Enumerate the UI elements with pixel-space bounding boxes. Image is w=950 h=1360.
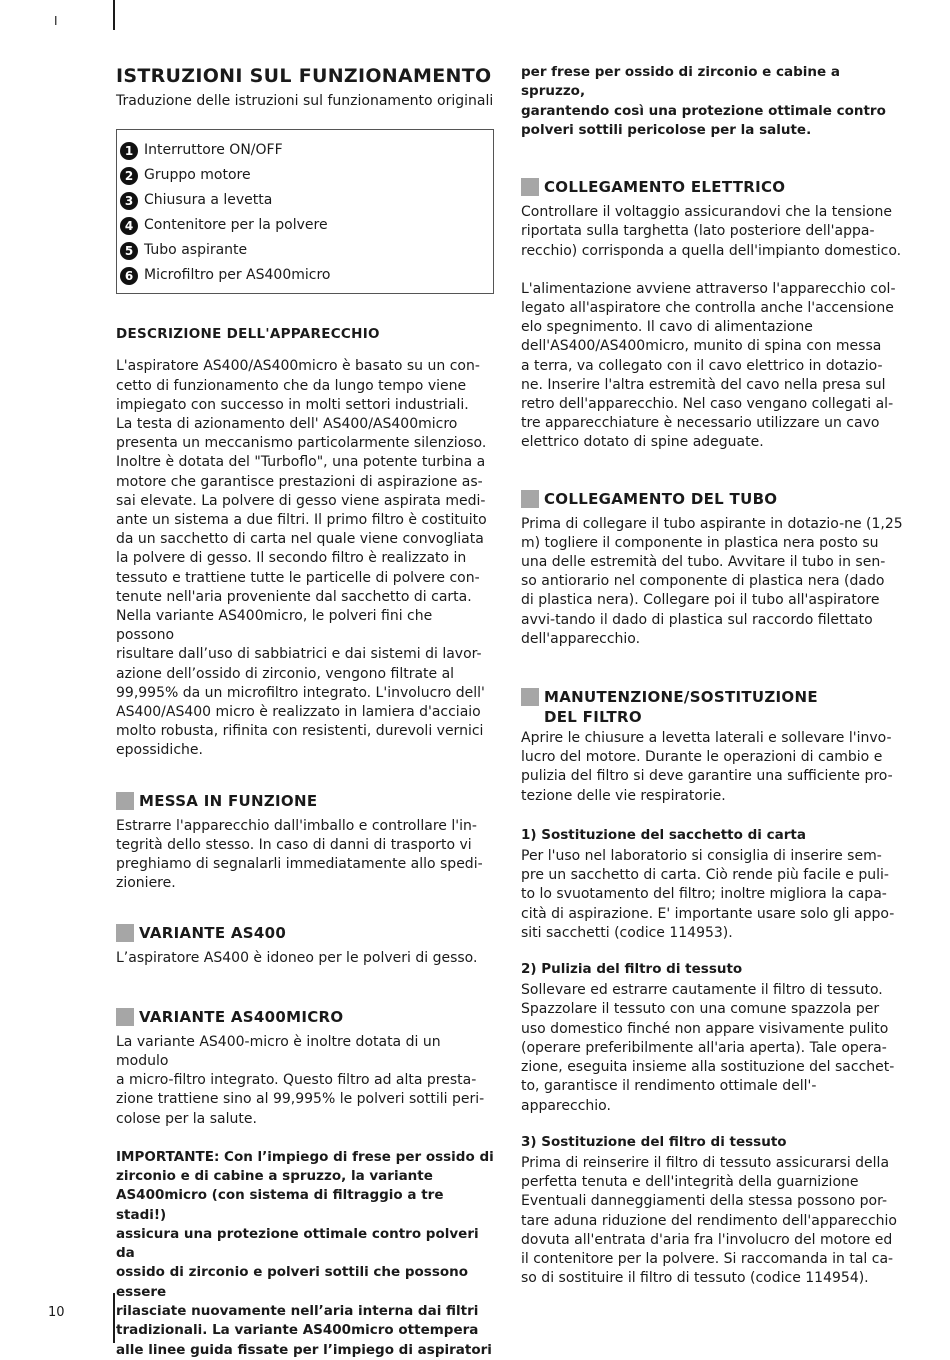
text-line: L'alimentazione avviene attraverso l'apparecchio col-: [521, 280, 896, 297]
text-line: una delle estremità del tubo. Avvitare il tubo in sen-: [521, 554, 886, 571]
number-1-icon: 1: [120, 142, 138, 160]
number-2-icon: 2: [120, 167, 138, 185]
text-line: elettrico dotato di spine adeguate.: [521, 434, 764, 451]
legend-item: [120, 163, 493, 188]
text-line: pre un sacchetto di carta. Ciò rende più facile e puli-: [521, 867, 889, 884]
section-marker-icon: [116, 924, 134, 942]
legend-label: Interruttore ON/OFF: [144, 142, 283, 159]
number-6-icon: 6: [120, 267, 138, 285]
text-line: preghiamo di segnalarli immediatamente allo spedi-: [116, 856, 483, 873]
section-title: MESSA IN FUNZIONE: [139, 791, 318, 810]
text-line: ossido di zirconio e polveri sottili che possono essere: [116, 1264, 469, 1300]
text-line: presenta un meccanismo particolarmente silenzioso.: [116, 435, 487, 452]
text-line: alle linee guida fissate per l’impiego di aspiratori: [116, 1341, 492, 1358]
legend-label: Chiusura a levetta: [144, 192, 273, 209]
section-title: COLLEGAMENTO DEL TUBO: [544, 489, 778, 508]
text-line: Estrarre l'apparecchio dall'imballo e controllare l'in-: [116, 817, 477, 834]
text-line: tegrità dello stesso. In caso di danni di trasporto vi: [116, 836, 472, 853]
text-line: molto robusta, rifinita con resistenti, durevoli vernici: [116, 723, 484, 740]
text-line: AS400/AS400 micro è realizzato in lamiera d'acciaio: [116, 704, 481, 721]
legend-label: Tubo aspirante: [144, 242, 248, 259]
text-line: IMPORTANTE: Con l’impiego di frese per ossido di: [116, 1148, 494, 1165]
number-4-icon: 4: [120, 217, 138, 235]
text-line: to lo svuotamento del filtro; inoltre migliora la capa-: [521, 886, 887, 903]
text-line: elo spegnimento. Il cavo di alimentazione: [521, 319, 813, 336]
text-line: di plastica nera). Collegare poi il tubo all'aspiratore: [521, 592, 880, 609]
text-line: a terra, va collegato con il cavo elettrico in dotazio-: [521, 357, 883, 374]
text-line: zirconio e di cabine a spruzzo, la variante: [116, 1168, 433, 1184]
text-line: L’aspiratore AS400 è idoneo per le polveri di gesso.: [116, 950, 478, 967]
section-heading-manutenzione: [521, 687, 903, 727]
text-line: uso domestico finché non appare visivamente pulito: [521, 1020, 889, 1037]
text-line: zioniere.: [116, 875, 176, 892]
text-line: dell'apparecchio.: [521, 630, 641, 647]
subheading-sostituzione-sacchetto: 1) Sostituzione del sacchetto di carta: [521, 826, 806, 843]
page-title: ISTRUZIONI SUL FUNZIONAMENTO: [116, 65, 492, 87]
paragraph-pulizia-filtro: [521, 981, 903, 1115]
paragraph-importante-continued: [521, 63, 903, 140]
section-title: [544, 687, 818, 727]
text-line: tezione delle vie respiratorie.: [521, 787, 726, 804]
legend-item: [120, 263, 493, 288]
number-5-icon: 5: [120, 242, 138, 260]
section-marker-icon: [521, 178, 539, 196]
page-number: 10: [48, 1305, 65, 1320]
text-line: recchio) corrisponda a quella dell'impianto domestico.: [521, 242, 902, 259]
parts-legend: [116, 129, 494, 294]
text-line: L'aspiratore AS400/AS400micro è basato su un con-: [116, 358, 480, 375]
subheading-sostituzione-filtro: 3) Sostituzione del filtro di tessuto: [521, 1133, 787, 1150]
right-column: [521, 63, 903, 1288]
text-line: tre apparecchiature è necessario utilizzare un cavo: [521, 415, 880, 432]
text-line: impiegato con successo in molti settori industriali.: [116, 396, 469, 413]
paragraph-descrizione: [116, 357, 494, 760]
section-heading-variante-as400: [116, 923, 494, 943]
paragraph-variante-as400: [116, 949, 494, 968]
text-line: Aprire le chiusure a levetta laterali e sollevare l'invo-: [521, 730, 892, 747]
paragraph-variante-as400micro: [116, 1033, 494, 1129]
section-marker-icon: [521, 688, 539, 706]
text-line: La variante AS400-micro è inoltre dotata di un modulo: [116, 1033, 441, 1069]
text-line: ante un sistema a due filtri. Il primo filtro è costituito: [116, 512, 487, 529]
section-title: VARIANTE AS400MICRO: [139, 1007, 344, 1026]
text-line: per frese per ossido di zirconio e cabine a spruzzo,: [521, 64, 841, 100]
text-line: assicura una protezione ottimale contro polveri da: [116, 1225, 479, 1262]
subheading-pulizia-filtro: 2) Pulizia del filtro di tessuto: [521, 961, 743, 978]
section-marker-icon: [521, 490, 539, 508]
text-line: motore che garantisce prestazioni di aspirazione as-: [116, 473, 483, 490]
text-line: risultare dall’uso di sabbiatrici e dai sistemi di lavor-: [116, 646, 482, 663]
text-line: polveri sottili pericolose per la salute.: [521, 121, 812, 138]
legend-item: [120, 213, 493, 238]
text-line: zione trattiene sino al 99,995% le polveri sottili peri-: [116, 1091, 485, 1108]
text-line: colose per la salute.: [116, 1110, 257, 1127]
text-line: Spazzolare il tessuto con una comune spazzola per: [521, 1001, 880, 1018]
text-line: il contenitore per la polvere. Si raccomanda in tal ca-: [521, 1250, 894, 1267]
text-line: pulizia del filtro si deve garantire una sufficiente pro-: [521, 768, 893, 785]
text-line: lucro del motore. Durante le operazioni di cambio e: [521, 749, 883, 766]
paragraph-elettrico-2: [521, 280, 903, 453]
text-line: garantendo così una protezione ottimale contro: [521, 102, 886, 119]
text-line: Controllare il voltaggio assicurandovi che la tensione: [521, 204, 892, 221]
text-line: legato all'aspiratore che controlla anche l'accensione: [521, 300, 894, 316]
legend-item: [120, 138, 493, 163]
text-line: rilasciate nuovamente nell’aria interna dai filtri: [116, 1303, 479, 1320]
section-title: COLLEGAMENTO ELETTRICO: [544, 178, 786, 197]
text-line: tare aduna riduzione del rendimento dell'apparecchio: [521, 1212, 897, 1229]
text-line: m) togliere il componente in plastica nera posto su: [521, 534, 879, 551]
text-line: tradizionali. La variante AS400micro ottempera: [116, 1322, 479, 1339]
text-line: Eventuali danneggiamenti della stessa possono por-: [521, 1193, 887, 1210]
text-line: 99,995% da un microfiltro integrato. L'involucro dell': [116, 684, 485, 701]
top-margin-rule: [113, 0, 115, 30]
text-line: azione dell’ossido di zirconio, vengono filtrate al: [116, 665, 455, 682]
text-line: so antiorario nel componente di plastica nera (dado: [521, 573, 885, 590]
page-subtitle: Traduzione delle istruzioni sul funzionamento originali: [116, 93, 494, 109]
paragraph-messa: [116, 817, 494, 894]
paragraph-elettrico-1: [521, 203, 903, 261]
number-3-icon: 3: [120, 192, 138, 210]
bottom-margin-rule: [113, 1293, 115, 1343]
text-line: ne. Inserire l'altra estremità del cavo nella presa sul: [521, 376, 886, 393]
language-mark: I: [54, 14, 58, 28]
left-column: [116, 64, 494, 1360]
text-line: Sollevare ed estrarre cautamente il filtro di tessuto.: [521, 982, 883, 999]
text-line: La testa di azionamento dell' AS400/AS400micro: [116, 416, 458, 433]
text-line: tessuto e trattiene tutte le particelle di polvere con-: [116, 569, 480, 586]
text-line: cità di aspirazione. E' importante usare solo gli appo-: [521, 905, 895, 922]
text-line: Per l'uso nel laboratorio si consiglia di inserire sem-: [521, 848, 882, 865]
text-line: dell'AS400/AS400micro, munito di spina con messa: [521, 338, 882, 355]
text-line: so di sostituire il filtro di tessuto (codice 114954).: [521, 1270, 869, 1287]
section-title-line: MANUTENZIONE/SOSTITUZIONE: [544, 688, 818, 707]
paragraph-sostituzione-sacchetto: [521, 847, 903, 943]
section-marker-icon: [116, 1008, 134, 1026]
text-line: a micro-filtro integrato. Questo filtro ad alta presta-: [116, 1072, 477, 1089]
text-line: perfetta tenuta e dell'integrità della guarnizione: [521, 1174, 859, 1191]
section-heading-collegamento-tubo: [521, 489, 903, 509]
text-line: da un sacchetto di carta nel quale viene convogliata: [116, 531, 484, 548]
text-line: zione, eseguita insieme alla sostituzione del sacchet-: [521, 1059, 895, 1076]
text-line: tenute nell'aria proveniente dal sacchetto di carta.: [116, 588, 472, 605]
text-line: to, garantisce il rendimento ottimale dell'-apparecchio.: [521, 1078, 817, 1114]
section-heading-messa: [116, 791, 494, 811]
paragraph-sostituzione-filtro: [521, 1154, 903, 1288]
legend-item: [120, 188, 493, 213]
paragraph-tubo: [521, 515, 903, 649]
text-line: Nella variante AS400micro, le polveri fini che possono: [116, 608, 433, 644]
text-line: cetto di funzionamento che da lungo tempo viene: [116, 377, 467, 394]
text-line: (operare preferibilmente all'aria aperta). Tale opera-: [521, 1039, 887, 1056]
text-line: Prima di reinserire il filtro di tessuto assicurarsi della: [521, 1154, 890, 1171]
text-line: sai elevate. La polvere di gesso viene aspirata medi-: [116, 492, 486, 509]
text-line: Inoltre è dotata del "Turboflo", una potente turbina a: [116, 454, 486, 471]
section-heading-descrizione: DESCRIZIONE DELL'APPARECCHIO: [116, 326, 380, 343]
text-line: Prima di collegare il tubo aspirante in dotazio-ne (1,25: [521, 515, 903, 532]
text-line: retro dell'apparecchio. Nel caso vengano collegati al-: [521, 396, 894, 413]
text-line: riportata sulla targhetta (lato posteriore dell'appa-: [521, 223, 875, 240]
paragraph-manutenzione: [521, 729, 903, 806]
text-line: AS400micro (con sistema di filtraggio a tre stadi!): [116, 1187, 444, 1223]
section-marker-icon: [116, 792, 134, 810]
text-line: la polvere di gesso. Il secondo filtro è realizzato in: [116, 550, 467, 567]
paragraph-importante: [116, 1148, 494, 1360]
text-line: avvi-tando il dado di plastica sul raccordo filettato: [521, 611, 873, 628]
section-title: VARIANTE AS400: [139, 924, 287, 943]
text-line: siti sacchetti (codice 114953).: [521, 924, 733, 941]
legend-item: [120, 238, 493, 263]
legend-label: Gruppo motore: [144, 167, 251, 184]
section-title-line: DEL FILTRO: [544, 708, 642, 727]
text-line: dovuta all'entrata d'aria fra l'involucro del motore ed: [521, 1231, 893, 1248]
legend-label: Microfiltro per AS400micro: [144, 267, 331, 284]
text-line: epossidiche.: [116, 742, 203, 759]
legend-label: Contenitore per la polvere: [144, 217, 328, 234]
section-heading-variante-as400micro: [116, 1007, 494, 1027]
section-heading-collegamento-elettrico: [521, 177, 903, 197]
